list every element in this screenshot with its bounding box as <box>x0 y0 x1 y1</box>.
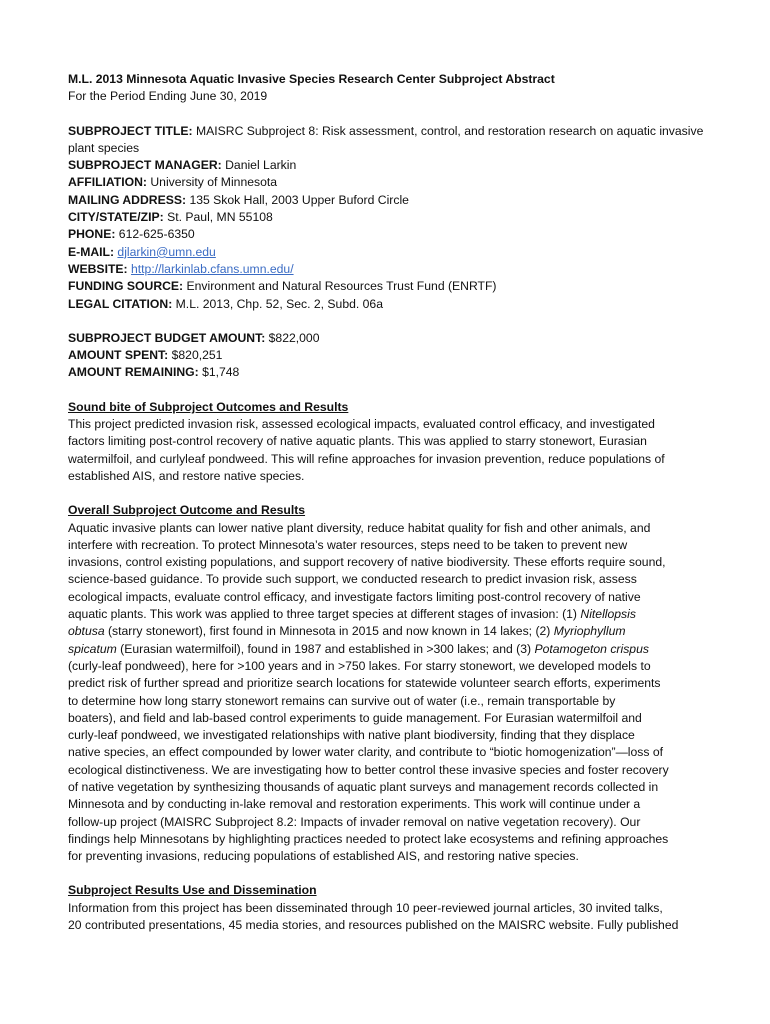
field-value: Daniel Larkin <box>225 158 297 173</box>
field-label: MAILING ADDRESS: <box>68 192 187 207</box>
body-line: findings help Minnesotans by highlighting practices needed to protect lake ecosystems and refining approaches <box>68 831 669 846</box>
document-page <box>68 71 708 934</box>
field-label: CITY/STATE/ZIP: <box>68 210 164 225</box>
spacer <box>68 106 708 123</box>
field-label: WEBSITE: <box>68 261 128 276</box>
field-affiliation <box>68 174 708 191</box>
email-link[interactable]: djlarkin@umn.edu <box>117 244 216 259</box>
body-line: Aquatic invasive plants can lower native plant diversity, reduce habitat quality for fish and other animals, and <box>68 520 651 535</box>
field-label: SUBPROJECT TITLE: <box>68 123 193 138</box>
body-line: Minnesota and by conducting in-lake removal and restoration experiments. This work will continue under a <box>68 797 641 812</box>
body-line: to determine how long starry stonewort remains can survive out of water (i.e., remain transportable by <box>68 693 616 708</box>
field-amount-remaining <box>68 364 708 381</box>
field-value: M.L. 2013, Chp. 52, Sec. 2, Subd. 06a <box>175 296 383 311</box>
section-heading: Sound bite of Subproject Outcomes and Results <box>68 399 349 414</box>
body-line: watermilfoil, and curlyleaf pondweed. This will refine approaches for invasion prevention, reduce populations of <box>68 451 665 466</box>
body-line: science-based guidance. To provide such support, we conducted research to predict invasion risk, assess <box>68 572 637 587</box>
field-email <box>68 244 708 261</box>
field-funding-source <box>68 278 708 295</box>
section-heading: Subproject Results Use and Dissemination <box>68 883 317 898</box>
species-name: spicatum <box>68 641 117 656</box>
field-label: AFFILIATION: <box>68 175 147 190</box>
website-link[interactable]: http://larkinlab.cfans.umn.edu/ <box>130 261 294 276</box>
body-line: for preventing invasions, reducing populations of established AIS, and restoring native species. <box>68 849 579 864</box>
field-label: PHONE: <box>68 227 116 242</box>
body-line: curly-leaf pondweed, we investigated relationships with native plant biodiversity, finding that they displace <box>68 728 635 743</box>
field-value: University of Minnesota <box>150 175 278 190</box>
field-label: AMOUNT REMAINING: <box>68 365 199 380</box>
body-line: factors limiting post-control recovery of native aquatic plants. This was applied to starry stonewort, Eurasian <box>68 434 647 449</box>
field-value: 135 Skok Hall, 2003 Upper Buford Circle <box>189 192 409 207</box>
body-line: follow-up project (MAISRC Subproject 8.2: Impacts of invader removal on native vegetation recovery). Our <box>68 814 641 829</box>
contact-fields <box>68 123 708 313</box>
budget-fields <box>68 330 708 382</box>
field-subproject-title-cont: plant species <box>68 140 140 155</box>
field-label: E-MAIL: <box>68 244 115 259</box>
body-line: of native vegetation by synthesizing thousands of aquatic plant surveys and management records collected in <box>68 779 659 794</box>
field-legal-citation <box>68 296 708 313</box>
field-label: AMOUNT SPENT: <box>68 348 169 363</box>
species-name: Nitellopsis <box>580 607 636 622</box>
field-website <box>68 261 708 278</box>
field-label: LEGAL CITATION: <box>68 296 173 311</box>
body-line: spicatum (Eurasian watermilfoil), found in 1987 and established in >300 lakes; and (3) Potamogeton crispus <box>68 641 649 656</box>
field-amount-spent <box>68 347 708 364</box>
section-heading: Overall Subproject Outcome and Results <box>68 503 306 518</box>
field-subproject-title <box>68 123 708 140</box>
body-line: invasions, control existing populations, and support recovery of native biodiversity. These efforts require sound, <box>68 555 666 570</box>
body-line: ecological distinctiveness. We are investigating how to better control these invasive species and foster recovery <box>68 762 669 777</box>
field-label: FUNDING SOURCE: <box>68 279 184 294</box>
field-label: SUBPROJECT BUDGET AMOUNT: <box>68 330 266 345</box>
body-line: ecological impacts, evaluate control efficacy, and investigate factors limiting post-control recovery of native <box>68 589 641 604</box>
field-value: St. Paul, MN 55108 <box>167 210 273 225</box>
field-budget-amount <box>68 330 708 347</box>
body-line: 20 contributed presentations, 45 media stories, and resources published on the MAISRC website. Fully published <box>68 918 679 933</box>
species-name: obtusa <box>68 624 105 639</box>
section-overall-outcome <box>68 502 708 865</box>
field-city-state-zip <box>68 209 708 226</box>
field-value: $820,251 <box>171 348 223 363</box>
field-value: $1,748 <box>202 365 240 380</box>
body-line: obtusa (starry stonewort), first found in Minnesota in 2015 and now known in 14 lakes; (2) Myriophyllum <box>68 624 626 639</box>
field-value: $822,000 <box>268 330 320 345</box>
body-line: predict risk of further spread and prioritize search locations for statewide volunteer search efforts, experiments <box>68 676 661 691</box>
field-value: 612-625-6350 <box>118 227 195 242</box>
field-phone <box>68 226 708 243</box>
section-use-dissemination <box>68 882 708 934</box>
spacer <box>68 382 708 399</box>
body-line: (curly-leaf pondweed), here for >100 years and in >750 lakes. For starry stonewort, we developed models to <box>68 658 651 673</box>
body-line: established AIS, and restore native species. <box>68 468 305 483</box>
spacer <box>68 313 708 330</box>
species-name: Potamogeton crispus <box>534 641 649 656</box>
field-manager <box>68 157 708 174</box>
body-line: interfere with recreation. To protect Minnesota’s water resources, steps need to be taken to prevent new <box>68 537 628 552</box>
field-mailing-address <box>68 192 708 209</box>
period-line: For the Period Ending June 30, 2019 <box>68 89 268 104</box>
species-name: Myriophyllum <box>553 624 626 639</box>
body-line: native species, an effect compounded by lower water clarity, and contribute to “biotic homogenization”—loss of <box>68 745 664 760</box>
spacer <box>68 865 708 882</box>
field-value: MAISRC Subproject 8: Risk assessment, control, and restoration research on aquatic invasive <box>195 123 704 138</box>
spacer <box>68 485 708 502</box>
document-title: M.L. 2013 Minnesota Aquatic Invasive Species Research Center Subproject Abstract <box>68 72 555 86</box>
body-line: Information from this project has been disseminated through 10 peer-reviewed journal articles, 30 invited talks, <box>68 900 663 915</box>
field-value: Environment and Natural Resources Trust Fund (ENRTF) <box>186 279 497 294</box>
body-line: aquatic plants. This work was applied to three target species at different stages of invasion: (1) Nitellopsis <box>68 607 636 622</box>
body-line: This project predicted invasion risk, assessed ecological impacts, evaluated control efficacy, and investigated <box>68 417 655 432</box>
body-line: boaters), and field and lab-based control experiments to guide management. For Eurasian watermilfoil and <box>68 710 642 725</box>
field-label: SUBPROJECT MANAGER: <box>68 158 222 173</box>
section-sound-bite <box>68 399 708 485</box>
